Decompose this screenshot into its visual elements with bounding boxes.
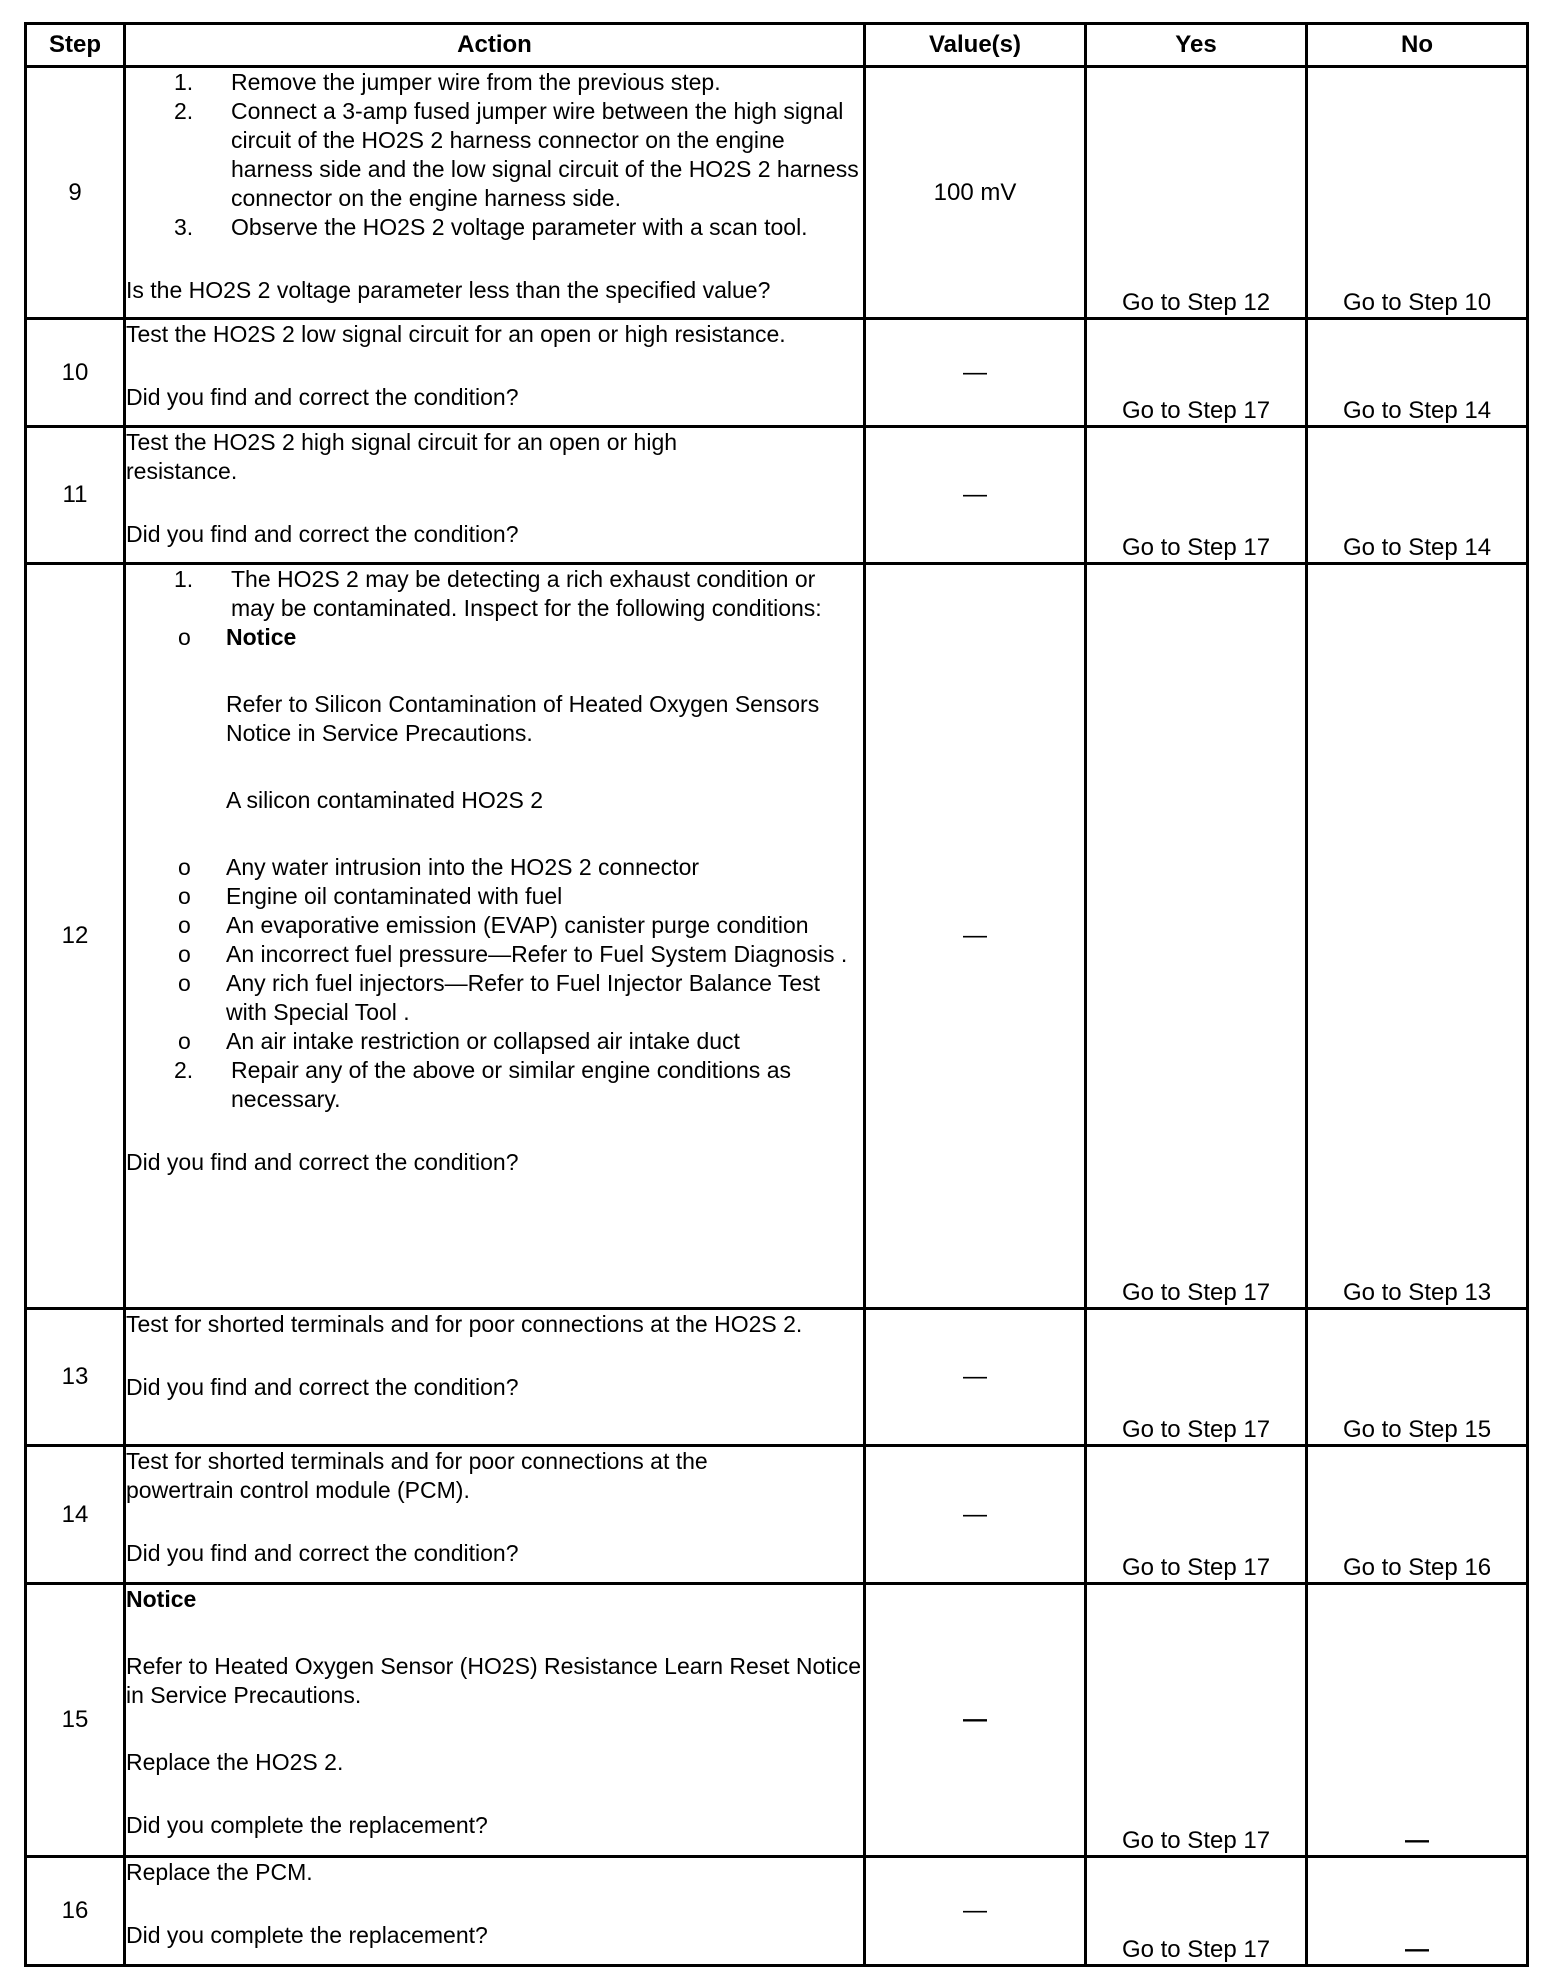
list-item: o Any water intrusion into the HO2S 2 connector (178, 854, 700, 880)
yes-cell: Go to Step 17 (1086, 1857, 1307, 1966)
yes-cell: Go to Step 17 (1086, 319, 1307, 427)
question-text: Did you find and correct the condition? (126, 1540, 519, 1566)
table-row (26, 1857, 1528, 1966)
action-cell (125, 67, 865, 319)
notice-text: Refer to Silicon Contamination of Heated Oxygen Sensors Notice in Service Precautions. (226, 691, 820, 746)
action-text: Test the HO2S 2 high signal circuit for an open or high resistance. (126, 429, 678, 484)
action-text: Replace the PCM. (126, 1859, 313, 1885)
list-item: 2. Repair any of the above or similar engine conditions as necessary. (174, 1057, 791, 1112)
step-list (126, 565, 863, 1114)
question-text: Did you complete the replacement? (126, 1922, 488, 1948)
no-cell: — (1307, 1584, 1528, 1857)
action-text: Test for shorted terminals and for poor connections at the HO2S 2. (126, 1311, 803, 1337)
action-cell (125, 564, 865, 1309)
action-cell (125, 1446, 865, 1584)
question-text: Did you find and correct the condition? (126, 1149, 519, 1175)
yes-cell: Go to Step 17 (1086, 564, 1307, 1309)
question-text: Did you complete the replacement? (126, 1812, 488, 1838)
step-number: 12 (26, 564, 125, 1309)
no-cell: — (1307, 1857, 1528, 1966)
header-values: Value(s) (865, 24, 1086, 67)
yes-cell: Go to Step 17 (1086, 1584, 1307, 1857)
action-cell (125, 319, 865, 427)
notice-title: Notice (126, 1586, 197, 1612)
condition-list (126, 623, 863, 1056)
action-cell (125, 1584, 865, 1857)
action-cell (125, 427, 865, 564)
step-number: 16 (26, 1857, 125, 1966)
value-cell: — (865, 1857, 1086, 1966)
no-cell: Go to Step 13 (1307, 564, 1528, 1309)
value-cell: — (865, 564, 1086, 1309)
no-cell: Go to Step 16 (1307, 1446, 1528, 1584)
header-step: Step (26, 24, 125, 67)
value-cell: — (865, 427, 1086, 564)
notice-item: o Notice Refer to Silicon Contamination of Heated Oxygen Sensors Notice in Service Precautions. A silicon contaminated HO2S 2 (126, 623, 863, 853)
yes-cell: Go to Step 17 (1086, 1446, 1307, 1584)
list-item: 1. Remove the jumper wire from the previous step. (174, 69, 721, 95)
no-cell: Go to Step 14 (1307, 319, 1528, 427)
list-item: 3. Observe the HO2S 2 voltage parameter with a scan tool. (174, 214, 808, 240)
table-row (26, 1584, 1528, 1857)
question-text: Is the HO2S 2 voltage parameter less than the specified value? (126, 277, 771, 303)
action-text: Test the HO2S 2 low signal circuit for an open or high resistance. (126, 321, 786, 347)
list-item: 1. The HO2S 2 may be detecting a rich exhaust condition or may be contaminated. Inspect for the following conditions: o Notice Refer to Silicon Contamination of Heated Oxygen Sensors Notice in Service Precautions. A silicon contaminated HO2S 2 o Any water intrusion into the HO2S 2 connector o Engine oil contaminated with fuel o An evaporative emission (EVAP) canister purge condition o An incorrect fuel pressure—Refer to Fuel System Diagnosis . o Any rich fuel injectors—Refer to Fuel Injector Balance Test with Special Tool . o An air intake restriction or collapsed air intake duct (126, 565, 863, 1056)
step-number: 15 (26, 1584, 125, 1857)
step-number: 11 (26, 427, 125, 564)
diagnostic-table (24, 22, 1529, 1967)
step-list (126, 68, 863, 242)
table-row (26, 564, 1528, 1309)
step-number: 13 (26, 1309, 125, 1446)
header-row (26, 24, 1528, 67)
no-cell: Go to Step 14 (1307, 427, 1528, 564)
no-cell: Go to Step 15 (1307, 1309, 1528, 1446)
table-row (26, 1446, 1528, 1584)
action-text: Test for shorted terminals and for poor connections at the powertrain control module (PCM). (126, 1448, 708, 1503)
value-cell: — (865, 1584, 1086, 1857)
table-row (26, 427, 1528, 564)
value-cell: — (865, 1446, 1086, 1584)
notice-condition: A silicon contaminated HO2S 2 (226, 787, 544, 813)
header-no: No (1307, 24, 1528, 67)
question-text: Did you find and correct the condition? (126, 521, 519, 547)
action-cell (125, 1857, 865, 1966)
question-text: Did you find and correct the condition? (126, 384, 519, 410)
no-cell: Go to Step 10 (1307, 67, 1528, 319)
list-item: 2. Connect a 3-amp fused jumper wire between the high signal circuit of the HO2S 2 harness connector on the engine harness side and the low signal circuit of the HO2S 2 harness connector on the engine harness side. (174, 98, 859, 211)
list-item: o An incorrect fuel pressure—Refer to Fuel System Diagnosis . (178, 941, 848, 967)
list-item: o An evaporative emission (EVAP) canister purge condition (178, 912, 809, 938)
list-item: o Engine oil contaminated with fuel (178, 883, 563, 909)
step-number: 14 (26, 1446, 125, 1584)
list-item: o An air intake restriction or collapsed air intake duct (178, 1028, 740, 1054)
table-row (26, 319, 1528, 427)
action-text: Replace the HO2S 2. (126, 1749, 344, 1775)
table-row (26, 1309, 1528, 1446)
step-number: 9 (26, 67, 125, 319)
header-action: Action (125, 24, 865, 67)
yes-cell: Go to Step 12 (1086, 67, 1307, 319)
header-yes: Yes (1086, 24, 1307, 67)
question-text: Did you find and correct the condition? (126, 1374, 519, 1400)
step-number: 10 (26, 319, 125, 427)
notice-title: Notice (226, 624, 297, 650)
action-cell (125, 1309, 865, 1446)
value-cell: 100 mV (865, 67, 1086, 319)
yes-cell: Go to Step 17 (1086, 427, 1307, 564)
value-cell: — (865, 319, 1086, 427)
table-row (26, 67, 1528, 319)
value-cell: — (865, 1309, 1086, 1446)
list-item: o Any rich fuel injectors—Refer to Fuel Injector Balance Test with Special Tool . (178, 970, 821, 1025)
notice-text: Refer to Heated Oxygen Sensor (HO2S) Resistance Learn Reset Notice in Service Precautions. (126, 1653, 862, 1708)
yes-cell: Go to Step 17 (1086, 1309, 1307, 1446)
